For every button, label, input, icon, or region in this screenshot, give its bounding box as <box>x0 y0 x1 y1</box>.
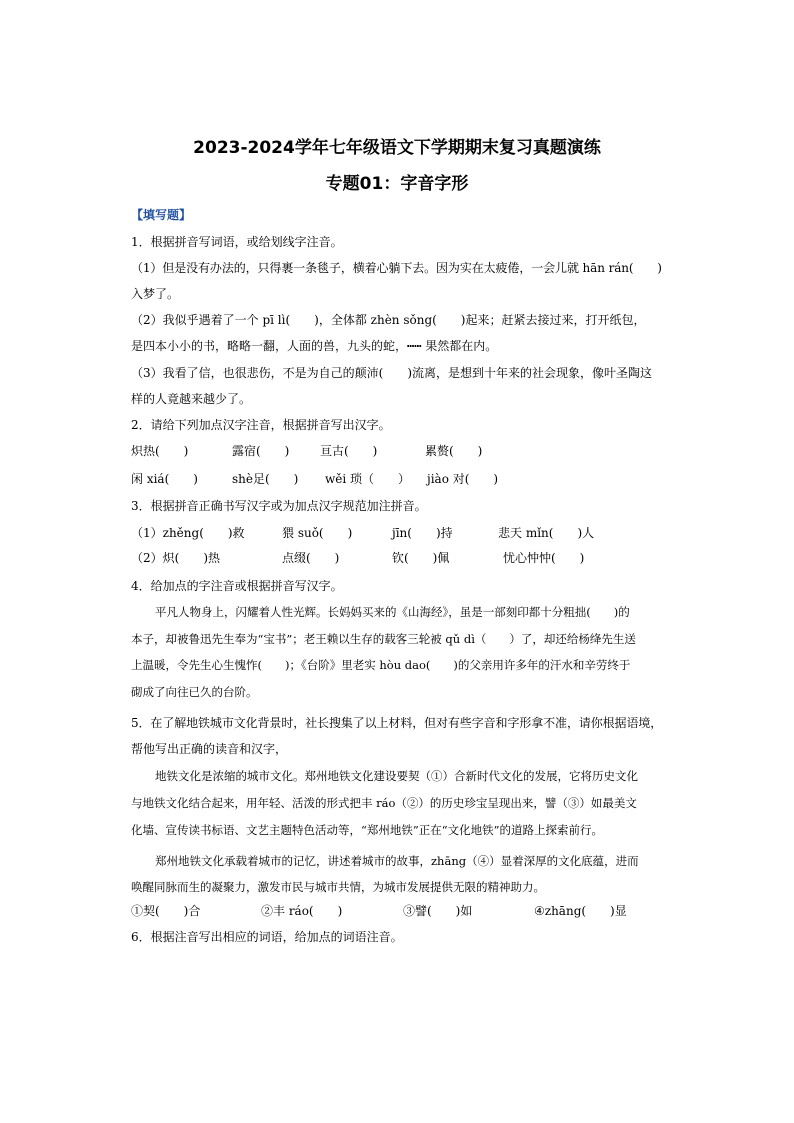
q1-stem: 1．根据拼音写词语，或给划线字注音。 <box>131 235 343 249</box>
q3-item: jīn( )持 <box>392 526 453 540</box>
q3-item: （1）zhěng( )救 <box>131 526 245 540</box>
q1-s3-line2: 样的人竟越来越少了。 <box>131 392 252 406</box>
q1-s2-line2: 是四本小小的书，略略一翻，人面的兽，九头的蛇，┅┅ 果然都在内。 <box>131 339 498 353</box>
q2-item: jiào 对( ) <box>427 472 499 486</box>
q5-answer-item: ④zhāng( )显 <box>534 904 627 918</box>
q2-item: 闲 xiá( ) <box>131 472 198 486</box>
q3-item: 悲天 mǐn( )人 <box>498 526 595 540</box>
q2-item: 亘古( ) <box>320 444 378 458</box>
q2-item: wěi 琐（ ） <box>325 472 411 486</box>
q4-stem: 4．给加点的字注音或根据拼音写汉字。 <box>131 579 343 593</box>
q4-paragraph-line: 本子，却被鲁迅先生奉为“宝书”；老王赖以生存的载客三轮被 qǔ dì（ ）了，却还给杨绛先生送 <box>131 632 636 646</box>
q5-paragraph-line: 化墙、宣传读书标语、文艺主题特色活动等，“郑州地铁”正在“文化地铁”的道路上探索前行。 <box>131 823 604 837</box>
q5-paragraph-line: 与地铁文化结合起来，用年轻、活泼的形式把丰 ráo（②）的历史珍宝呈现出来，譬（③）如最美文 <box>131 796 637 810</box>
q5-stem-line2: 帮他写出正确的读音和汉字， <box>131 742 288 756</box>
section-tag: 【填写题】 <box>131 208 192 222</box>
q2-item: 露宿( ) <box>232 444 290 458</box>
page-subtitle: 专题01：字音字形 <box>325 174 469 194</box>
q1-s1-line2: 入梦了。 <box>131 287 180 301</box>
q1-s3-line1: （3）我看了信，也很悲伤，不是为自己的颠沛( )流离，是想到十年来的社会现象，像叶圣陶这 <box>131 366 653 380</box>
page-title: 2023-2024学年七年级语文下学期期末复习真题演练 <box>193 138 601 158</box>
q5-stem-line1: 5．在了解地铁城市文化背景时，社长搜集了以上材料，但对有些字音和字形拿不准，请你根据语境， <box>131 716 663 730</box>
q3-item: （2）炽( )热 <box>131 551 220 565</box>
q1-s1-line1: （1）但是没有办法的，只得裹一条毯子，横着心躺下去。因为实在太疲倦，一会儿就 hān rán( ) <box>131 261 662 275</box>
q2-item: shè足( ) <box>232 472 299 486</box>
q1-s2-line1: （2）我似乎遇着了一个 pī lì( )，全体都 zhèn sǒng( )起来；赶紧去接过来，打开纸包， <box>131 313 646 327</box>
q3-item: 钦( )佩 <box>392 551 450 565</box>
q2-item: 累赘( ) <box>425 444 483 458</box>
q3-item: 猥 suǒ( ) <box>282 526 353 540</box>
q5-answer-item: ②丰 ráo( ) <box>261 904 343 918</box>
q4-paragraph-line: 上温暖，令先生心生愧怍( )；《台阶》里老实 hòu dao( )的父亲用许多年的汗水和辛劳终于 <box>131 658 631 672</box>
q4-paragraph-line: 平凡人物身上，闪耀着人性光辉。长妈妈买来的《山海经》，虽是一部刻印都十分粗拙( )的 <box>155 605 630 619</box>
q5-paragraph-line: 唤醒同脉而生的凝聚力，激发市民与城市共情，为城市发展提供无限的精神助力。 <box>131 880 545 894</box>
q3-stem: 3．根据拼音正确书写汉字或为加点汉字规范加注拼音。 <box>131 499 427 513</box>
q2-stem: 2．请给下列加点汉字注音，根据拼音写出汉字。 <box>131 418 391 432</box>
q5-paragraph-line: 郑州地铁文化承载着城市的记忆，讲述着城市的故事，zhāng（④）显着深厚的文化底蕴，进而 <box>155 854 639 868</box>
q2-item: 炽热( ) <box>131 444 189 458</box>
q4-paragraph-line: 砌成了向往已久的台阶。 <box>131 685 258 699</box>
q3-item: 点缀( ) <box>282 551 340 565</box>
q3-item: 忧心忡忡( ) <box>503 551 585 565</box>
q5-answer-item: ③譬( )如 <box>403 904 473 918</box>
q5-paragraph-line: 地铁文化是浓缩的城市文化。郑州地铁文化建设要契（①）合新时代文化的发展，它将历史文化 <box>155 769 638 783</box>
q5-answer-item: ①契( )合 <box>131 904 201 918</box>
q6-stem: 6．根据注音写出相应的词语，给加点的词语注音。 <box>131 930 403 944</box>
